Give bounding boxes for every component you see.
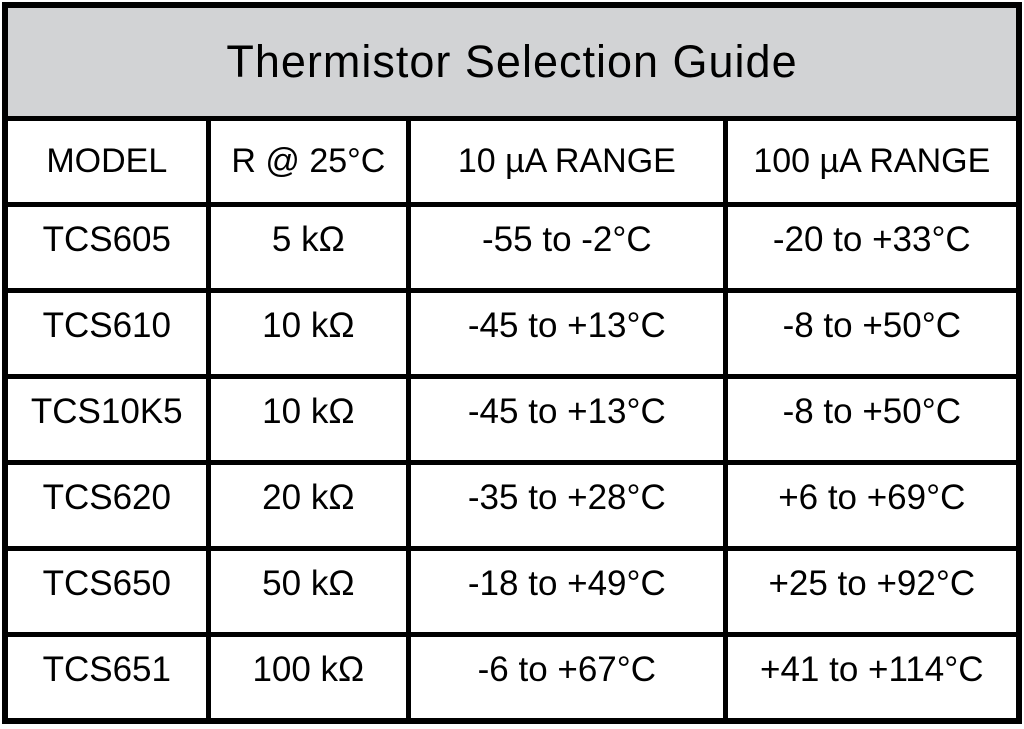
cell-10ua-range: -18 to +49°C	[411, 551, 727, 632]
cell-10ua-range: -45 to +13°C	[411, 379, 727, 460]
cell-10ua-range: -6 to +67°C	[411, 637, 727, 718]
table-row	[8, 293, 1016, 379]
cell-100ua-range: -8 to +50°C	[782, 305, 961, 345]
cell-resistance: 100 kΩ	[211, 637, 412, 718]
cell-10ua-range: -45 to +13°C	[411, 293, 727, 374]
cell-resistance: 50 kΩ	[211, 551, 412, 632]
table-title-band	[8, 8, 1016, 121]
table-row	[8, 551, 1016, 637]
cell-model: TCS10K5	[8, 379, 211, 460]
cell-model: TCS650	[8, 551, 211, 632]
cell-resistance: 10 kΩ	[211, 379, 412, 460]
table-grid	[8, 121, 1016, 718]
cell-model: TCS610	[8, 293, 211, 374]
cell-100ua-range: +25 to +92°C	[768, 563, 976, 603]
table-title: Thermistor Selection Guide	[226, 36, 798, 87]
cell-resistance: 5 kΩ	[211, 207, 412, 288]
column-header-resistance: R @ 25°C	[211, 121, 412, 202]
cell-100ua-range: -20 to +33°C	[772, 219, 971, 259]
column-header-model: MODEL	[8, 121, 211, 202]
cell-10ua-range: -55 to -2°C	[411, 207, 727, 288]
column-header-10ua-range: 10 µA RANGE	[411, 121, 727, 202]
cell-model: TCS620	[8, 465, 211, 546]
thermistor-table	[2, 2, 1022, 724]
table-row	[8, 637, 1016, 718]
table-row	[8, 465, 1016, 551]
cell-model: TCS651	[8, 637, 211, 718]
cell-model: TCS605	[8, 207, 211, 288]
cell-resistance: 10 kΩ	[211, 293, 412, 374]
table-row	[8, 379, 1016, 465]
cell-100ua-range: +6 to +69°C	[778, 477, 966, 517]
table-row	[8, 207, 1016, 293]
column-header-100ua-range: 100 µA RANGE	[753, 142, 991, 180]
header-row	[8, 121, 1016, 207]
cell-100ua-range: +41 to +114°C	[760, 649, 984, 689]
cell-100ua-range: -8 to +50°C	[782, 391, 961, 431]
cell-10ua-range: -35 to +28°C	[411, 465, 727, 546]
cell-resistance: 20 kΩ	[211, 465, 412, 546]
